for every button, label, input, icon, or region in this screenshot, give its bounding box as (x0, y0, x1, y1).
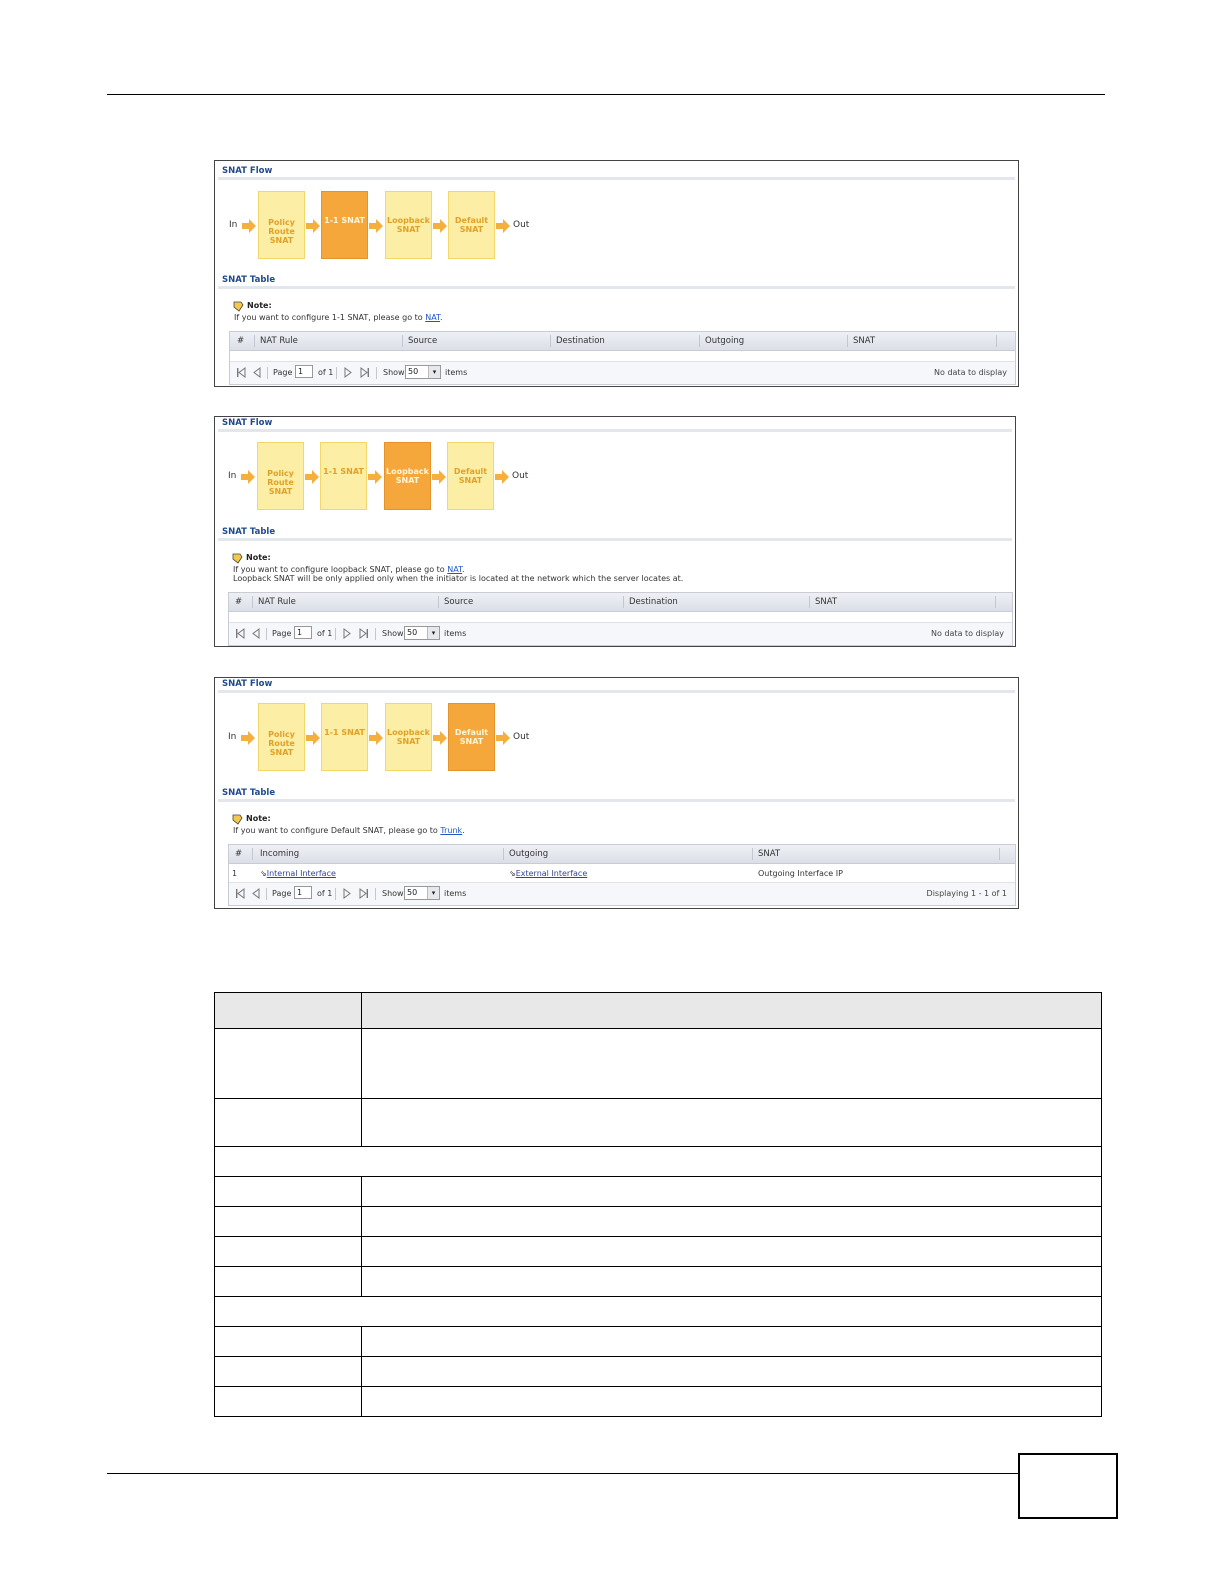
table-cell (215, 1387, 362, 1417)
field-description-table (214, 992, 1102, 1417)
first-page-icon[interactable] (235, 628, 245, 639)
table-row (215, 1237, 1102, 1267)
table-cell (215, 1207, 362, 1237)
items-label: items (444, 629, 467, 638)
row-number: 1 (232, 869, 238, 878)
show-label: Show (383, 368, 405, 377)
table-cell (362, 1207, 1102, 1237)
column-divider (550, 335, 551, 347)
flow-box-policy-route-snat: Policy Route SNAT (258, 703, 305, 771)
column-header[interactable]: NAT Rule (258, 597, 296, 607)
flow-box-one-to-one-snat: 1-1 SNAT (321, 191, 368, 259)
page-size-select[interactable]: 50 ▾ (405, 365, 441, 379)
column-divider (996, 335, 997, 347)
table-row (215, 1387, 1102, 1417)
table-cell (215, 1177, 362, 1207)
note-text: If you want to configure loopback SNAT, please go to NAT. (233, 565, 465, 574)
snat-flow-title: SNAT Flow (222, 166, 273, 176)
table-row (215, 1177, 1102, 1207)
table-cell (215, 1147, 1102, 1177)
snat-grid (229, 331, 1016, 385)
pager-divider (376, 367, 377, 379)
column-header[interactable]: SNAT (853, 336, 876, 346)
flow-box-default-snat: Default SNAT (448, 703, 495, 771)
column-divider (402, 335, 403, 347)
note-title: Note: (246, 553, 271, 562)
note-text-line-2: Loopback SNAT will be only applied only when the initiator is located at the network which the server locates at. (233, 574, 684, 583)
outgoing-cell[interactable]: ⇘External Interface (509, 869, 588, 878)
grid-status-text: No data to display (931, 629, 1004, 638)
grid-header (229, 593, 1012, 612)
page-count-label: of 1 (317, 629, 333, 638)
table-cell (215, 1267, 362, 1297)
flow-arrow-icon (305, 470, 319, 484)
footer-rule (107, 1473, 1019, 1474)
flow-box-loopback-snat: Loopback SNAT (385, 191, 432, 259)
flow-box-policy-route-snat: Policy Route SNAT (258, 191, 305, 259)
section-divider (218, 429, 1012, 432)
flow-arrow-icon (369, 219, 383, 233)
nat-link[interactable]: NAT (447, 565, 463, 574)
note-text: If you want to configure 1-1 SNAT, please go to NAT. (234, 313, 443, 322)
previous-page-icon[interactable] (251, 888, 261, 899)
table-cell (362, 1237, 1102, 1267)
page-size-select[interactable]: 50 ▾ (404, 626, 440, 640)
pager-divider (335, 888, 336, 900)
note-icon (232, 553, 243, 564)
table-cell (362, 1357, 1102, 1387)
table-cell (362, 1387, 1102, 1417)
snat-panel-one-to-one (214, 160, 1019, 387)
flow-in-label: In (228, 471, 237, 481)
table-row (215, 1207, 1102, 1237)
table-cell (215, 1357, 362, 1387)
table-cell (362, 1099, 1102, 1147)
flow-arrow-icon (495, 470, 509, 484)
flow-arrow-icon (369, 731, 383, 745)
column-divider (503, 848, 504, 860)
table-section-row (215, 1297, 1102, 1327)
column-divider (438, 596, 439, 608)
flow-arrow-icon (433, 219, 447, 233)
column-divider (752, 848, 753, 860)
flow-arrow-icon (241, 470, 255, 484)
page-label: Page (273, 368, 293, 377)
flow-arrow-icon (242, 219, 256, 233)
column-header[interactable]: Destination (629, 597, 678, 607)
chevron-down-icon[interactable]: ▾ (428, 366, 440, 378)
flow-in-label: In (229, 220, 238, 230)
last-page-icon[interactable] (359, 628, 369, 639)
pager-divider (375, 628, 376, 640)
table-row (215, 1099, 1102, 1147)
table-cell (215, 1099, 362, 1147)
table-row (215, 1267, 1102, 1297)
nat-link[interactable]: NAT (425, 313, 440, 322)
table-cell (362, 993, 1102, 1029)
flow-box-loopback-snat: Loopback SNAT (384, 442, 431, 510)
pager (229, 882, 1015, 905)
column-divider (252, 596, 253, 608)
snat-cell: Outgoing Interface IP (758, 869, 843, 878)
column-divider (809, 596, 810, 608)
pager (230, 361, 1015, 384)
column-header[interactable]: Outgoing (509, 849, 549, 859)
snat-panel-default (214, 677, 1019, 909)
grid-header (230, 332, 1015, 351)
flow-out-label: Out (513, 732, 530, 742)
flow-in-label: In (228, 732, 237, 742)
pager-divider (266, 628, 267, 640)
table-row[interactable] (229, 865, 1015, 881)
column-divider (623, 596, 624, 608)
note-text: If you want to configure Default SNAT, please go to Trunk. (233, 826, 465, 835)
snat-panel-loopback (214, 416, 1016, 647)
column-divider (999, 848, 1000, 860)
flow-arrow-icon (306, 219, 320, 233)
flow-arrow-icon (432, 470, 446, 484)
header-rule (107, 94, 1105, 95)
show-label: Show (382, 889, 404, 898)
section-divider (218, 799, 1015, 802)
flow-out-label: Out (512, 471, 529, 481)
pager-divider (375, 888, 376, 900)
pager-divider (267, 367, 268, 379)
flow-box-one-to-one-snat: 1-1 SNAT (320, 442, 367, 510)
page-count-label: of 1 (317, 889, 333, 898)
flow-arrow-icon (496, 731, 510, 745)
show-label: Show (382, 629, 404, 638)
chevron-down-icon[interactable]: ▾ (427, 887, 439, 899)
table-row (215, 1029, 1102, 1099)
section-divider (218, 690, 1015, 693)
table-cell (362, 1177, 1102, 1207)
table-cell (362, 1029, 1102, 1099)
pager-divider (266, 888, 267, 900)
grid-status-text: Displaying 1 - 1 of 1 (926, 889, 1007, 898)
column-divider (252, 848, 253, 860)
page-number-box (1018, 1453, 1118, 1519)
flow-box-default-snat: Default SNAT (448, 191, 495, 259)
flow-box-policy-route-snat: Policy Route SNAT (257, 442, 304, 510)
snat-table-title: SNAT Table (222, 527, 276, 537)
column-header[interactable]: # (235, 597, 243, 607)
note-title: Note: (246, 814, 271, 823)
column-header[interactable]: SNAT (758, 849, 781, 859)
note-title: Note: (247, 301, 272, 310)
grid-status-text: No data to display (934, 368, 1007, 377)
column-header[interactable]: Source (408, 336, 438, 346)
page-label: Page (272, 889, 292, 898)
column-divider (699, 335, 700, 347)
column-divider (995, 596, 996, 608)
snat-grid (228, 592, 1013, 646)
flow-arrow-icon (496, 219, 510, 233)
last-page-icon[interactable] (360, 367, 370, 378)
snat-flow-diagram (228, 703, 548, 773)
pager (229, 622, 1012, 645)
snat-flow-title: SNAT Flow (222, 418, 273, 428)
page-number-input[interactable]: 1 (295, 365, 313, 378)
table-row (215, 1357, 1102, 1387)
column-divider (254, 335, 255, 347)
flow-arrow-icon (433, 731, 447, 745)
page-count-label: of 1 (318, 368, 334, 377)
table-cell (215, 993, 362, 1029)
first-page-icon[interactable] (236, 367, 246, 378)
next-page-icon[interactable] (343, 367, 353, 378)
section-divider (218, 177, 1015, 180)
page-number-input[interactable]: 1 (294, 626, 312, 639)
column-header[interactable]: # (235, 849, 243, 859)
flow-out-label: Out (513, 220, 530, 230)
incoming-cell[interactable]: ⇘Internal Interface (260, 869, 336, 878)
flow-box-one-to-one-snat: 1-1 SNAT (321, 703, 368, 771)
table-row (215, 1327, 1102, 1357)
next-page-icon[interactable] (342, 628, 352, 639)
snat-flow-diagram (228, 191, 548, 261)
table-cell (215, 1327, 362, 1357)
snat-table-title: SNAT Table (222, 275, 276, 285)
table-cell (215, 1029, 362, 1099)
column-header[interactable]: Source (444, 597, 474, 607)
table-header-row (215, 993, 1102, 1029)
previous-page-icon[interactable] (251, 628, 261, 639)
next-page-icon[interactable] (342, 888, 352, 899)
flow-box-loopback-snat: Loopback SNAT (385, 703, 432, 771)
snat-flow-title: SNAT Flow (222, 679, 273, 689)
pager-divider (336, 367, 337, 379)
flow-arrow-icon (241, 731, 255, 745)
column-header[interactable]: Incoming (260, 849, 300, 859)
page-size-select[interactable]: 50 ▾ (404, 886, 440, 900)
snat-flow-diagram (228, 442, 548, 512)
flow-arrow-icon (306, 731, 320, 745)
snat-grid (228, 844, 1016, 906)
grid-header (229, 845, 1015, 864)
flow-arrow-icon (368, 470, 382, 484)
section-divider (218, 286, 1015, 289)
flow-box-default-snat: Default SNAT (447, 442, 494, 510)
first-page-icon[interactable] (235, 888, 245, 899)
column-header[interactable]: NAT Rule (260, 336, 298, 346)
table-cell (362, 1327, 1102, 1357)
items-label: items (444, 889, 467, 898)
last-page-icon[interactable] (359, 888, 369, 899)
previous-page-icon[interactable] (252, 367, 262, 378)
section-divider (218, 538, 1012, 541)
note-icon (233, 301, 244, 312)
column-header[interactable]: Destination (556, 336, 605, 346)
column-header[interactable]: Outgoing (705, 336, 745, 346)
table-cell (215, 1237, 362, 1267)
table-cell (362, 1267, 1102, 1297)
column-header[interactable]: SNAT (815, 597, 838, 607)
chevron-down-icon[interactable]: ▾ (427, 627, 439, 639)
snat-table-title: SNAT Table (222, 788, 276, 798)
page-label: Page (272, 629, 292, 638)
table-section-row (215, 1147, 1102, 1177)
column-divider (847, 335, 848, 347)
note-icon (232, 814, 243, 825)
pager-divider (335, 628, 336, 640)
trunk-link[interactable]: Trunk (440, 826, 463, 835)
column-header[interactable]: # (237, 336, 245, 346)
page-number-input[interactable]: 1 (294, 886, 312, 899)
table-cell (215, 1297, 1102, 1327)
items-label: items (445, 368, 468, 377)
